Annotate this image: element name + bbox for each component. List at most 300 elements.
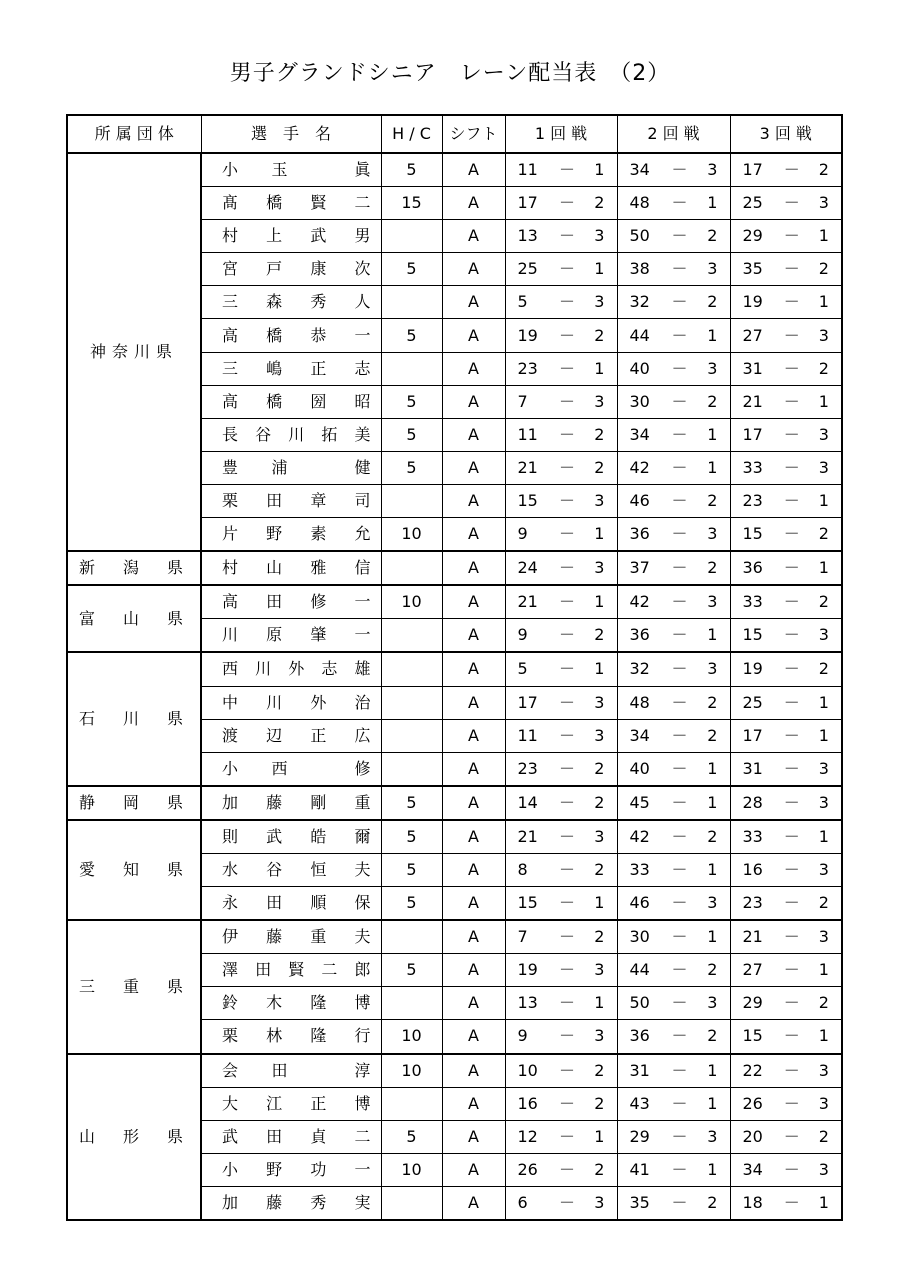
lane-separator: －	[671, 725, 688, 745]
player-name-cell	[201, 1020, 381, 1054]
game-2-cell	[617, 619, 730, 653]
lane-separator: －	[558, 358, 575, 378]
name-char: 二	[354, 1126, 371, 1146]
handicap-cell	[381, 220, 442, 253]
lane-seat: 1	[707, 927, 718, 947]
handicap-cell: 5	[381, 385, 442, 418]
lane-separator: －	[671, 960, 688, 980]
lane-seat: 2	[594, 625, 605, 645]
name-char: 素	[310, 524, 327, 544]
lane-number: 37	[629, 558, 650, 578]
game-2-cell	[617, 286, 730, 319]
lane-number: 5	[517, 292, 528, 312]
lane-separator: －	[558, 424, 575, 444]
handicap-cell	[381, 352, 442, 385]
name-char: 川	[288, 424, 305, 444]
table-row	[67, 153, 842, 187]
name-char: 大	[222, 1093, 239, 1113]
lane-number: 34	[629, 160, 650, 180]
player-name-cell	[201, 686, 381, 719]
lane-separator: －	[558, 659, 575, 679]
lane-separator: －	[783, 625, 800, 645]
game-3-cell	[730, 1153, 842, 1186]
lane-number: 50	[629, 226, 650, 246]
lane-seat: 1	[707, 792, 718, 812]
lane-assignment	[630, 1187, 718, 1219]
handicap-cell	[381, 1186, 442, 1220]
lane-seat: 3	[594, 226, 605, 246]
player-name	[222, 187, 371, 219]
lane-seat: 1	[594, 592, 605, 612]
name-char: 次	[354, 259, 371, 279]
name-char: 田	[266, 893, 283, 913]
player-name	[222, 1020, 371, 1052]
game-1-cell	[505, 1186, 617, 1220]
lane-separator: －	[558, 625, 575, 645]
game-3-cell	[730, 1020, 842, 1054]
lane-number: 45	[629, 792, 650, 812]
name-char: 正	[310, 1093, 327, 1113]
lane-number: 50	[629, 993, 650, 1013]
game-1-cell	[505, 920, 617, 954]
lane-separator: －	[783, 993, 800, 1013]
table-row	[67, 920, 842, 954]
lane-number: 30	[629, 927, 650, 947]
game-2-cell	[617, 484, 730, 517]
name-char: 信	[354, 558, 371, 578]
lane-seat: 3	[818, 1060, 829, 1080]
name-char: 加	[222, 1192, 239, 1212]
lane-separator: －	[783, 457, 800, 477]
lane-separator: －	[558, 1026, 575, 1046]
name-char: 伊	[222, 927, 239, 947]
shift-cell: A	[442, 719, 505, 752]
player-name	[222, 987, 371, 1019]
lane-separator: －	[783, 524, 800, 544]
lane-seat: 1	[594, 893, 605, 913]
lane-assignment	[743, 485, 830, 517]
player-name	[222, 386, 371, 418]
game-3-cell	[730, 987, 842, 1020]
name-char: 高	[222, 391, 239, 411]
lane-seat: 1	[707, 424, 718, 444]
lane-seat: 2	[707, 1026, 718, 1046]
game-3-cell	[730, 920, 842, 954]
lane-number: 26	[517, 1159, 538, 1179]
lane-assignment	[630, 921, 718, 953]
handicap-cell: 5	[381, 853, 442, 886]
handicap-cell: 5	[381, 954, 442, 987]
lane-assignment	[630, 619, 718, 651]
shift-cell: A	[442, 1120, 505, 1153]
lane-seat: 1	[818, 1026, 829, 1046]
shift-cell: A	[442, 153, 505, 187]
lane-assignment	[743, 954, 830, 986]
player-name-cell	[201, 187, 381, 220]
name-char: 森	[266, 292, 283, 312]
lane-number: 34	[742, 1159, 763, 1179]
lane-separator: －	[783, 358, 800, 378]
lane-separator: －	[558, 457, 575, 477]
lane-number: 8	[517, 860, 528, 880]
name-char: 昭	[354, 391, 371, 411]
lane-seat: 1	[707, 325, 718, 345]
lane-separator: －	[558, 391, 575, 411]
header-game-2: 2 回 戦	[617, 115, 730, 153]
player-name	[222, 518, 371, 550]
handicap-cell: 10	[381, 585, 442, 619]
lane-seat: 2	[818, 592, 829, 612]
game-3-cell	[730, 954, 842, 987]
lane-number: 23	[517, 358, 538, 378]
game-2-cell	[617, 752, 730, 786]
lane-separator: －	[783, 860, 800, 880]
game-1-cell	[505, 887, 617, 921]
game-2-cell	[617, 686, 730, 719]
name-char: 髙	[222, 193, 239, 213]
lane-number: 16	[517, 1093, 538, 1113]
lane-separator: －	[671, 592, 688, 612]
name-char: 隆	[310, 1026, 327, 1046]
player-name-cell	[201, 920, 381, 954]
lane-assignment	[743, 987, 830, 1019]
player-name-cell	[201, 1054, 381, 1088]
name-char: 博	[354, 993, 371, 1013]
lane-seat: 3	[818, 758, 829, 778]
name-char: 健	[354, 457, 371, 477]
lane-assignment-table	[66, 114, 843, 1221]
lane-separator: －	[671, 524, 688, 544]
player-name-cell	[201, 954, 381, 987]
lane-number: 32	[629, 292, 650, 312]
lane-number: 31	[742, 358, 763, 378]
name-char: 則	[222, 826, 239, 846]
player-name	[222, 1088, 371, 1120]
name-char: 夫	[354, 927, 371, 947]
lane-seat: 1	[594, 160, 605, 180]
lane-assignment	[518, 787, 605, 819]
lane-number: 24	[517, 558, 538, 578]
lane-separator: －	[558, 558, 575, 578]
lane-seat: 1	[818, 692, 829, 712]
lane-assignment	[743, 253, 830, 285]
lane-seat: 3	[818, 860, 829, 880]
lane-number: 17	[742, 725, 763, 745]
lane-number: 17	[517, 692, 538, 712]
lane-seat: 1	[707, 1060, 718, 1080]
lane-separator: －	[783, 292, 800, 312]
lane-number: 15	[517, 893, 538, 913]
lane-assignment	[630, 653, 718, 685]
lane-number: 9	[517, 1026, 528, 1046]
name-char: 原	[266, 625, 283, 645]
lane-seat: 2	[707, 490, 718, 510]
lane-assignment	[518, 552, 605, 584]
game-2-cell	[617, 451, 730, 484]
shift-cell: A	[442, 1087, 505, 1120]
player-name	[222, 887, 371, 919]
lane-number: 48	[629, 193, 650, 213]
name-char: 嶋	[266, 358, 283, 378]
lane-separator: －	[783, 826, 800, 846]
lane-separator: －	[783, 1126, 800, 1146]
name-char: 高	[222, 592, 239, 612]
name-char: 秀	[310, 1192, 327, 1212]
lane-separator: －	[671, 860, 688, 880]
lane-assignment	[630, 854, 718, 886]
lane-number: 21	[517, 592, 538, 612]
lane-number: 16	[742, 860, 763, 880]
name-char: 谷	[266, 860, 283, 880]
game-1-cell	[505, 418, 617, 451]
lane-number: 7	[517, 927, 528, 947]
table-row	[67, 585, 842, 619]
lane-assignment	[630, 187, 718, 219]
name-char: 長	[222, 424, 239, 444]
lane-assignment	[743, 887, 830, 919]
lane-separator: －	[671, 160, 688, 180]
name-char: 武	[222, 1126, 239, 1146]
lane-separator: －	[558, 692, 575, 712]
lane-number: 9	[517, 524, 528, 544]
game-1-cell	[505, 820, 617, 854]
player-name	[222, 921, 371, 953]
handicap-cell: 5	[381, 253, 442, 286]
shift-cell: A	[442, 319, 505, 352]
handicap-cell	[381, 484, 442, 517]
header-handicap: H / C	[381, 115, 442, 153]
lane-number: 23	[517, 758, 538, 778]
lane-assignment	[743, 518, 830, 550]
name-char: 江	[266, 1093, 283, 1113]
lane-number: 27	[742, 325, 763, 345]
player-name-cell	[201, 987, 381, 1020]
game-2-cell	[617, 1020, 730, 1054]
lane-separator: －	[783, 226, 800, 246]
name-char: 辺	[266, 725, 283, 745]
lane-separator: －	[558, 758, 575, 778]
game-3-cell	[730, 385, 842, 418]
lane-assignment	[630, 253, 718, 285]
lane-seat: 3	[707, 893, 718, 913]
lane-separator: －	[783, 325, 800, 345]
lane-separator: －	[783, 160, 800, 180]
name-char: 西	[271, 758, 288, 778]
name-char: 一	[354, 325, 371, 345]
game-1-cell	[505, 1120, 617, 1153]
name-char: 隆	[310, 993, 327, 1013]
lane-number: 18	[742, 1192, 763, 1212]
name-char: 賢	[288, 960, 305, 980]
lane-assignment	[518, 821, 605, 853]
name-char: 小	[222, 1159, 239, 1179]
name-char: 上	[266, 226, 283, 246]
handicap-cell: 10	[381, 1020, 442, 1054]
player-name-cell	[201, 385, 381, 418]
name-char: 一	[354, 625, 371, 645]
player-name	[222, 619, 371, 651]
lane-seat: 3	[707, 592, 718, 612]
name-char: 秀	[310, 292, 327, 312]
lane-separator: －	[671, 457, 688, 477]
lane-separator: －	[783, 758, 800, 778]
player-name	[222, 753, 371, 785]
game-3-cell	[730, 1120, 842, 1153]
lane-separator: －	[671, 424, 688, 444]
player-name-cell	[201, 253, 381, 286]
lane-number: 40	[629, 358, 650, 378]
lane-seat: 1	[707, 193, 718, 213]
lane-seat: 2	[594, 1159, 605, 1179]
lane-number: 29	[742, 993, 763, 1013]
name-char: 豊	[222, 457, 239, 477]
game-1-cell	[505, 786, 617, 820]
lane-seat: 1	[818, 960, 829, 980]
lane-seat: 2	[707, 1192, 718, 1212]
name-char: 広	[354, 725, 371, 745]
lane-seat: 3	[818, 792, 829, 812]
lane-separator: －	[558, 1093, 575, 1113]
lane-seat: 3	[818, 193, 829, 213]
game-2-cell	[617, 585, 730, 619]
shift-cell: A	[442, 187, 505, 220]
name-char: 中	[222, 692, 239, 712]
lane-seat: 2	[707, 391, 718, 411]
game-3-cell	[730, 418, 842, 451]
player-name-cell	[201, 719, 381, 752]
lane-seat: 1	[818, 725, 829, 745]
lane-number: 42	[629, 826, 650, 846]
lane-assignment	[630, 286, 718, 318]
lane-number: 10	[517, 1060, 538, 1080]
handicap-cell	[381, 652, 442, 686]
lane-assignment	[630, 419, 718, 451]
lane-separator: －	[558, 259, 575, 279]
player-name-cell	[201, 887, 381, 921]
name-char: 貞	[310, 1126, 327, 1146]
game-1-cell	[505, 652, 617, 686]
lane-separator: －	[783, 1026, 800, 1046]
game-2-cell	[617, 220, 730, 253]
lane-number: 11	[517, 725, 538, 745]
name-char: 高	[222, 325, 239, 345]
game-2-cell	[617, 1186, 730, 1220]
shift-cell: A	[442, 619, 505, 653]
game-2-cell	[617, 153, 730, 187]
name-char: 賢	[310, 193, 327, 213]
player-name-cell	[201, 619, 381, 653]
game-3-cell	[730, 619, 842, 653]
name-char: 順	[310, 893, 327, 913]
name-char: 拓	[321, 424, 338, 444]
lane-separator: －	[558, 490, 575, 510]
handicap-cell	[381, 1087, 442, 1120]
player-name	[222, 1121, 371, 1153]
table-row	[67, 786, 842, 820]
lane-assignment	[518, 353, 605, 385]
name-char: 允	[354, 524, 371, 544]
lane-assignment	[743, 154, 830, 186]
game-2-cell	[617, 1153, 730, 1186]
lane-seat: 1	[594, 524, 605, 544]
lane-separator: －	[671, 358, 688, 378]
game-3-cell	[730, 752, 842, 786]
game-3-cell	[730, 286, 842, 319]
game-3-cell	[730, 352, 842, 385]
name-char: 肇	[310, 625, 327, 645]
game-1-cell	[505, 253, 617, 286]
game-2-cell	[617, 385, 730, 418]
lane-seat: 1	[594, 993, 605, 1013]
name-char: 田	[271, 1060, 288, 1080]
shift-cell: A	[442, 887, 505, 921]
lane-separator: －	[671, 826, 688, 846]
lane-assignment	[518, 154, 605, 186]
shift-cell: A	[442, 752, 505, 786]
shift-cell: A	[442, 385, 505, 418]
lane-assignment	[743, 1121, 830, 1153]
handicap-cell: 10	[381, 1054, 442, 1088]
player-name-cell	[201, 1087, 381, 1120]
lane-separator: －	[671, 792, 688, 812]
lane-seat: 3	[818, 457, 829, 477]
lane-seat: 3	[707, 993, 718, 1013]
player-name	[222, 954, 371, 986]
name-char: 鈴	[222, 993, 239, 1013]
game-2-cell	[617, 418, 730, 451]
lane-seat: 1	[594, 358, 605, 378]
lane-seat: 3	[594, 558, 605, 578]
lane-assignment	[518, 1187, 605, 1219]
name-char: 栗	[222, 1026, 239, 1046]
lane-number: 6	[517, 1192, 528, 1212]
name-char: 田	[255, 960, 272, 980]
lane-number: 41	[629, 1159, 650, 1179]
lane-assignment	[743, 1088, 830, 1120]
lane-assignment	[743, 187, 830, 219]
name-char: 玉	[271, 160, 288, 180]
lane-seat: 3	[594, 1192, 605, 1212]
shift-cell: A	[442, 551, 505, 585]
lane-number: 15	[517, 490, 538, 510]
lane-assignment	[743, 821, 830, 853]
lane-number: 9	[517, 625, 528, 645]
lane-assignment	[518, 854, 605, 886]
name-char: 藤	[266, 792, 283, 812]
lane-seat: 2	[594, 792, 605, 812]
lane-seat: 3	[818, 927, 829, 947]
lane-assignment	[518, 485, 605, 517]
shift-cell: A	[442, 987, 505, 1020]
lane-separator: －	[671, 1060, 688, 1080]
lane-separator: －	[558, 292, 575, 312]
lane-seat: 3	[818, 625, 829, 645]
lane-assignment	[630, 353, 718, 385]
name-char: 水	[222, 860, 239, 880]
name-char: 小	[222, 160, 239, 180]
game-1-cell	[505, 987, 617, 1020]
lane-separator: －	[671, 625, 688, 645]
name-char: 川	[255, 659, 272, 679]
lane-number: 23	[742, 893, 763, 913]
lane-assignment	[630, 987, 718, 1019]
lane-separator: －	[783, 592, 800, 612]
player-name-cell	[201, 319, 381, 352]
lane-separator: －	[783, 725, 800, 745]
lane-seat: 1	[707, 860, 718, 880]
lane-number: 14	[517, 792, 538, 812]
lane-seat: 1	[707, 1159, 718, 1179]
